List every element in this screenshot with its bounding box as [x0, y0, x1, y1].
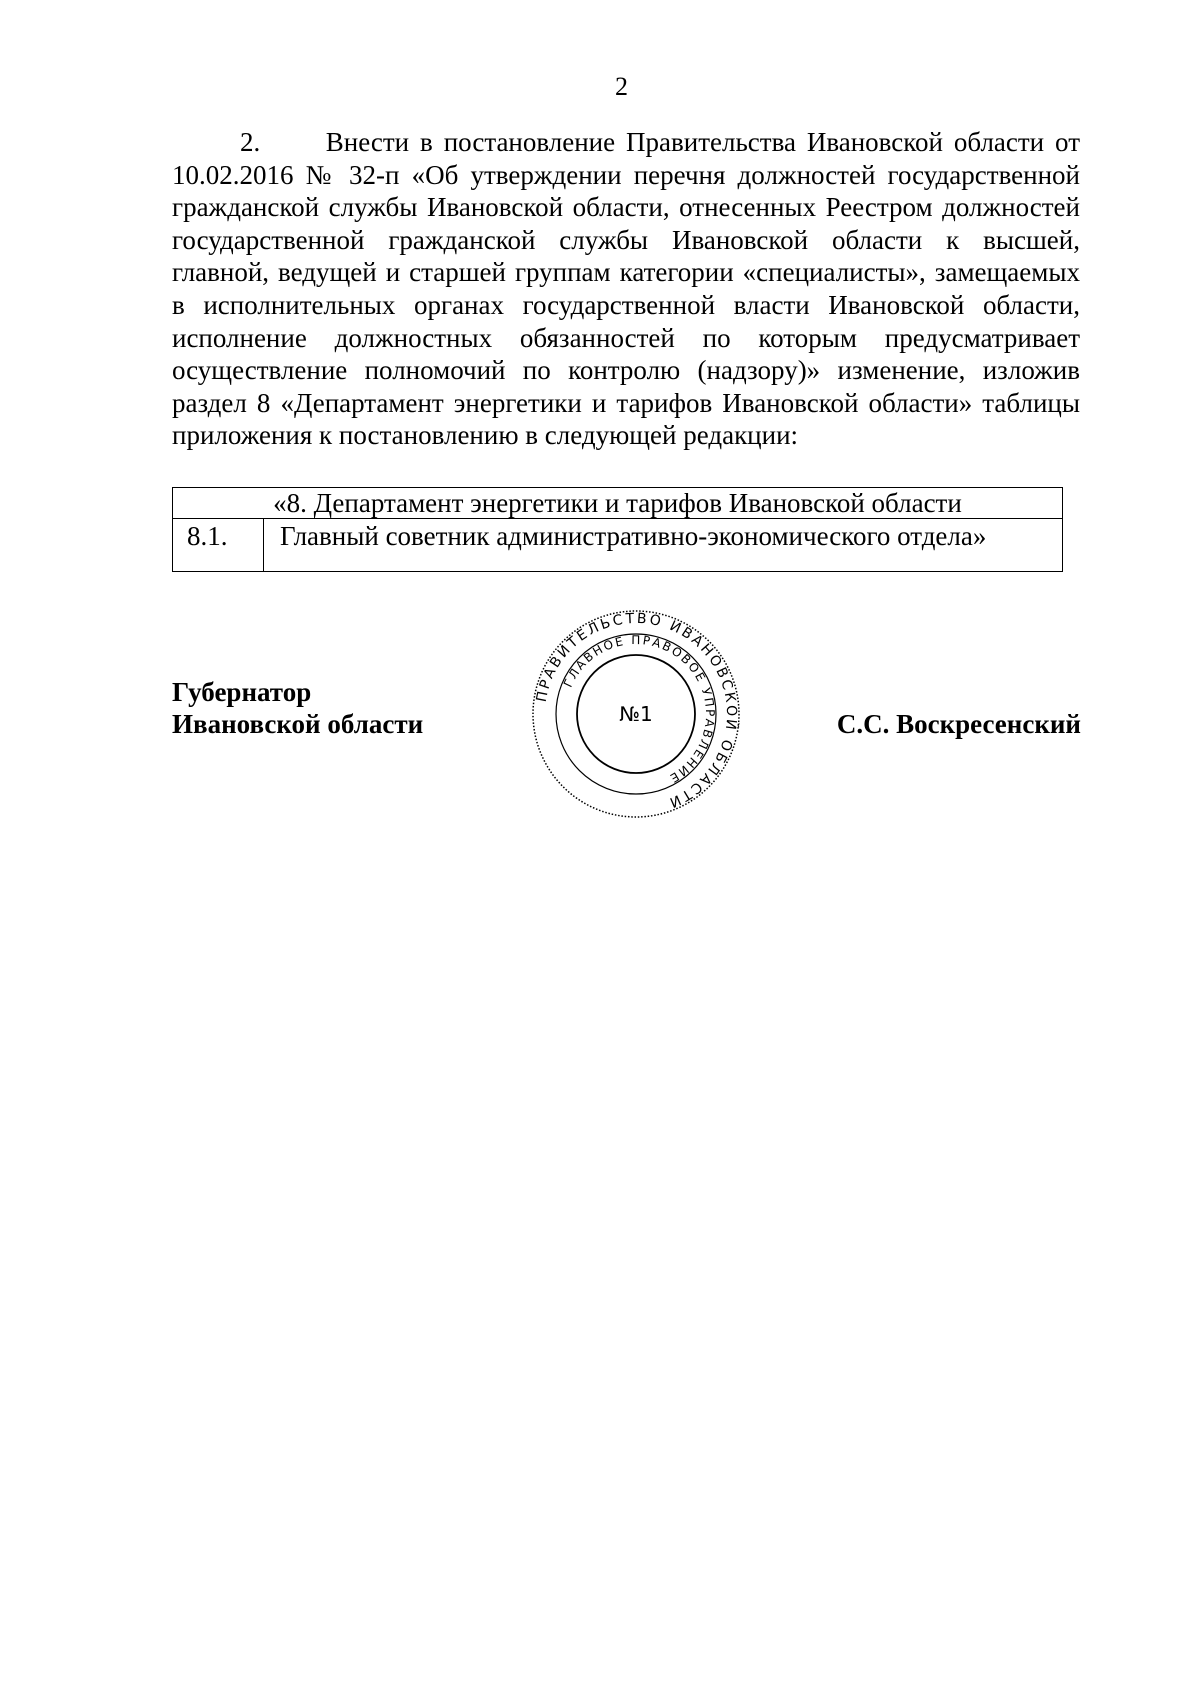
table-header-cell: «8. Департамент энергетики и тарифов Ивановской области	[173, 488, 1063, 519]
signatory-title	[172, 676, 423, 740]
page-number: 2	[615, 72, 628, 101]
amendment-paragraph: 2. Внести в постановление Правительства Ивановской области от 10.02.2016 № 32-п «Об утверждении перечня должностей государственной гражданской службы Ивановской области, отнесенных Реестром должностей государственной гражданской службы Ивановской области к высшей, главной, ведущей и старшей группам категории «специалисты», замещаемых в исполнительных органах государственной власти Ивановской области, исполнение должностных обязанностей по которым предусматривает осуществление полномочий по контролю (надзору)» изменение, изложив раздел 8 «Департамент энергетики и тарифов Ивановской области» таблицы приложения к постановлению в следующей редакции:	[172, 127, 1080, 451]
official-seal-stamp	[530, 608, 742, 820]
seal-center-number: №1	[619, 702, 653, 726]
signatory-title-line-2: Ивановской области	[172, 709, 424, 739]
seal-inner-text: ГЛАВНОЕ ПРАВОВОЕ УПРАВЛЕНИЕ	[560, 632, 718, 787]
signatory-name: С.С. Воскресенский	[836, 709, 1081, 739]
seal-outer-text: ПРАВИТЕЛЬСТВО ИВАНОВСКОЙ ОБЛАСТИ	[533, 610, 740, 812]
row-position-cell: Главный советник административно-экономического отдела»	[264, 519, 1063, 572]
amendment-table	[172, 487, 1063, 572]
table-row	[173, 519, 1063, 572]
table-header-row	[173, 488, 1063, 519]
row-number-cell: 8.1.	[173, 519, 264, 572]
signatory-title-line-1: Губернатор	[172, 677, 312, 707]
